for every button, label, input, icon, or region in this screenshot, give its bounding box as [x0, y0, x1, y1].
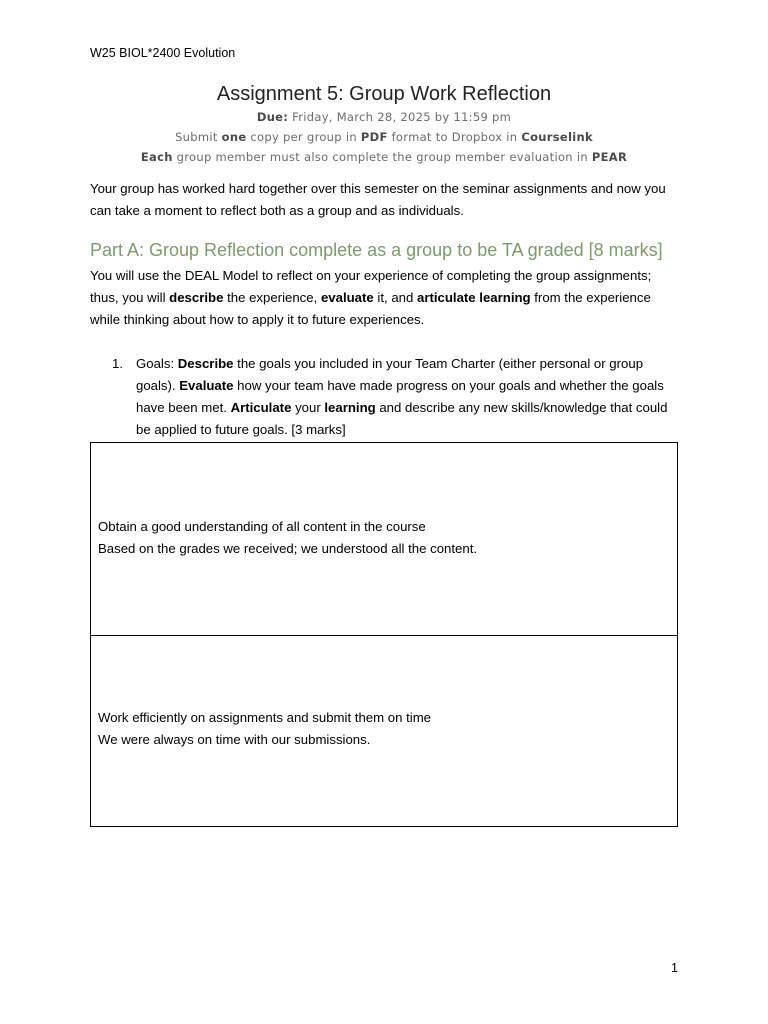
question-text: [136, 353, 682, 441]
submit-pdf: PDF: [360, 130, 388, 144]
page-title: Assignment 5: Group Work Reflection: [216, 83, 552, 105]
intro-paragraph: Your group has worked hard together over this semester on the seminar assignments and now you can take a moment to reflect both as a group and as individuals.: [90, 181, 666, 218]
answer-content: [98, 516, 477, 560]
due-value: Friday, March 28, 2025 by 11:59 pm: [288, 110, 512, 124]
pear-label: PEAR: [591, 150, 628, 164]
question-segment: your: [291, 400, 325, 415]
question-segment: the goals you included in your Team Charter (either personal or group goals).: [136, 356, 644, 393]
deal-text: the experience,: [223, 290, 321, 305]
page-number: 1: [671, 961, 678, 975]
deal-evaluate: evaluate: [320, 290, 374, 305]
answer-content: [98, 707, 431, 751]
question-articulate: Articulate: [230, 400, 292, 415]
question-number: 1.: [112, 356, 123, 371]
answer-box-1[interactable]: [90, 442, 678, 636]
submit-text: format to Dropbox in: [387, 130, 522, 144]
answer-response: Based on the grades we received; we understood all the content.: [98, 541, 478, 556]
question-describe: Describe: [177, 356, 234, 371]
evaluation-text: group member must also complete the group member evaluation in: [172, 150, 592, 164]
answer-box-2[interactable]: [90, 635, 678, 827]
deal-text: it, and: [373, 290, 417, 305]
deal-text: from the experience while thinking about how to apply it to future experiences.: [90, 290, 651, 327]
submit-text: Submit: [175, 130, 222, 144]
question-segment: and describe any new skills/knowledge that could be applied to future goals. [3 marks]: [136, 400, 668, 437]
part-a-heading: Part A: Group Reflection complete as a group to be TA graded [8 marks]: [90, 240, 663, 260]
evaluation-line: [0, 150, 768, 164]
answer-goal: Work efficiently on assignments and submit them on time: [98, 710, 432, 725]
deal-text: You will use the DEAL Model to reflect on your experience of completing the group assignments; thus, you will: [90, 268, 652, 305]
question-1: [112, 353, 682, 441]
deal-describe: describe: [169, 290, 224, 305]
due-label: Due:: [256, 110, 289, 124]
deal-model-paragraph: [90, 265, 680, 331]
question-segment: Goals:: [136, 356, 178, 371]
deal-articulate-learning: articulate learning: [417, 290, 531, 305]
question-evaluate: Evaluate: [179, 378, 234, 393]
answer-goal: Obtain a good understanding of all content in the course: [98, 519, 426, 534]
submit-one: one: [221, 130, 247, 144]
question-segment: how your team have made progress on your goals and whether the goals have been met.: [136, 378, 664, 415]
due-line: [0, 110, 768, 124]
running-header: W25 BIOL*2400 Evolution: [90, 46, 236, 60]
submit-line: [0, 130, 768, 144]
submit-courselink: Courselink: [521, 130, 593, 144]
submit-text: copy per group in: [246, 130, 361, 144]
question-learning: learning: [324, 400, 376, 415]
each-label: Each: [140, 150, 173, 164]
answer-response: We were always on time with our submissions.: [98, 732, 371, 747]
